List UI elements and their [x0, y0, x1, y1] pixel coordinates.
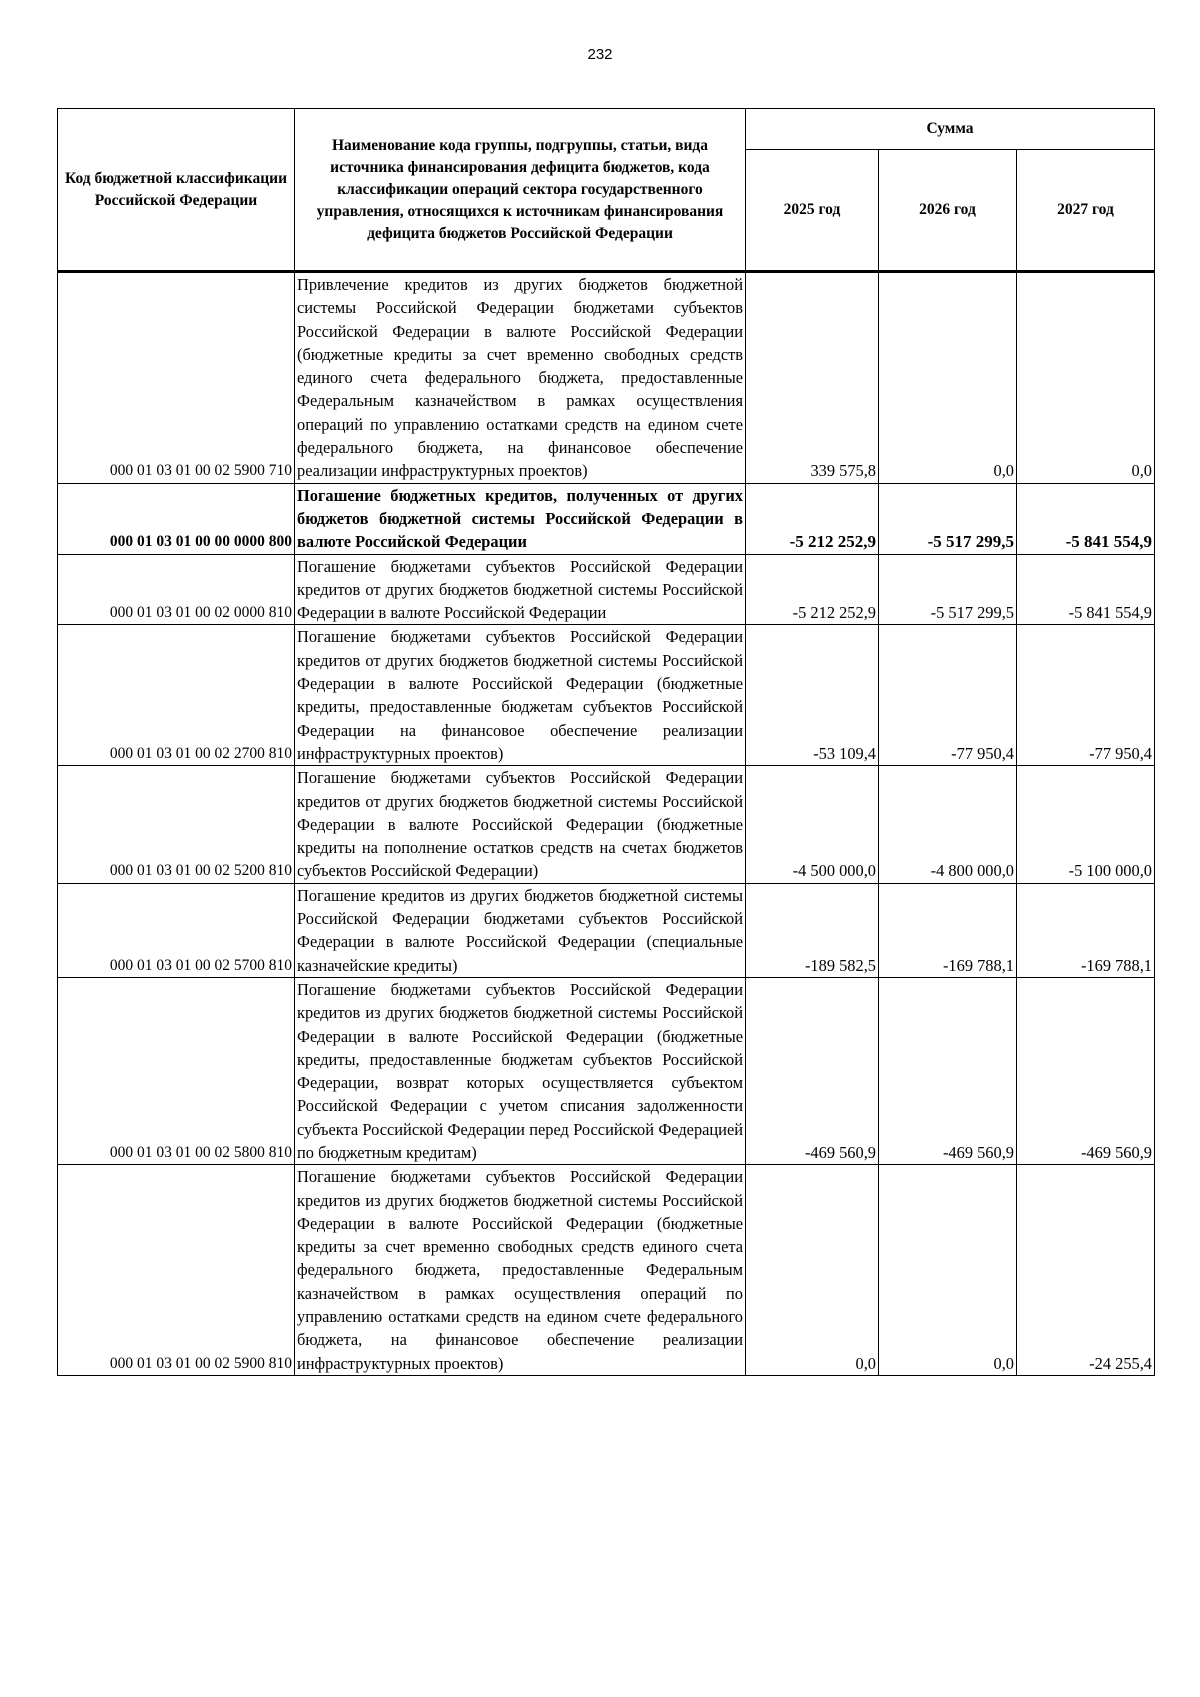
row-value-2027: -24 255,4 [1017, 1165, 1155, 1376]
page-number: 232 [587, 46, 613, 63]
row-value-2025: 339 575,8 [746, 272, 879, 484]
table-row [58, 766, 1155, 883]
row-code: 000 01 03 01 00 00 0000 800 [58, 483, 295, 554]
row-value-2026: -169 788,1 [879, 883, 1017, 977]
row-value-2026: -77 950,4 [879, 625, 1017, 766]
row-name: Погашение бюджетами субъектов Российской Федерации кредитов из других бюджетов бюджетной системы Российской Федерации в валюте Российской Федерации (бюджетные кредиты, предоставленные бюджетам субъектов Российской Федерации, возврат которых осуществляется субъектом Российской Федерации с учетом списания задолженности субъекта Российской Федерации перед Российской Федерацией по бюджетным кредитам) [295, 977, 746, 1164]
row-name: Погашение бюджетами субъектов Российской Федерации кредитов из других бюджетов бюджетной системы Российской Федерации в валюте Российской Федерации (бюджетные кредиты за счет временно свободных средств единого счета федерального бюджета, предоставленные Федеральным казначейством в рамках осуществления операций по управлению остатками средств на едином счете федерального бюджета, на финансовое обеспечение реализации инфраструктурных проектов) [295, 1165, 746, 1376]
table-row [58, 883, 1155, 977]
row-value-2027: -77 950,4 [1017, 625, 1155, 766]
row-value-2026: 0,0 [879, 272, 1017, 484]
header-sum-column: Сумма [746, 109, 1155, 150]
row-value-2025: -469 560,9 [746, 977, 879, 1164]
row-name: Погашение бюджетных кредитов, полученных от других бюджетов бюджетной системы Российской Федерации в валюте Российской Федерации [295, 483, 746, 554]
row-name: Погашение бюджетами субъектов Российской Федерации кредитов от других бюджетов бюджетной системы Российской Федерации в валюте Российской Федерации [295, 554, 746, 625]
header-name-column: Наименование кода группы, подгруппы, статьи, вида источника финансирования дефицита бюджетов, кода классификации операций сектора государственного управления, относящихся к источникам финансирования дефицита бюджетов Российской Федерации [295, 109, 746, 272]
row-name: Погашение кредитов из других бюджетов бюджетной системы Российской Федерации бюджетами субъектов Российской Федерации в валюте Российской Федерации (специальные казначейские кредиты) [295, 883, 746, 977]
row-value-2027: -5 100 000,0 [1017, 766, 1155, 883]
row-code: 000 01 03 01 00 02 5700 810 [58, 883, 295, 977]
row-code: 000 01 03 01 00 02 2700 810 [58, 625, 295, 766]
table-row [58, 625, 1155, 766]
row-value-2027: -5 841 554,9 [1017, 554, 1155, 625]
table-header [58, 109, 1155, 272]
table-row [58, 977, 1155, 1164]
row-code: 000 01 03 01 00 02 5900 710 [58, 272, 295, 484]
row-value-2027: -5 841 554,9 [1017, 483, 1155, 554]
header-year-2025: 2025 год [746, 150, 879, 272]
table-row [58, 554, 1155, 625]
row-value-2027: 0,0 [1017, 272, 1155, 484]
table-row [58, 272, 1155, 484]
row-value-2025: -189 582,5 [746, 883, 879, 977]
row-code: 000 01 03 01 00 02 5800 810 [58, 977, 295, 1164]
row-code: 000 01 03 01 00 02 0000 810 [58, 554, 295, 625]
row-code: 000 01 03 01 00 02 5200 810 [58, 766, 295, 883]
row-value-2026: 0,0 [879, 1165, 1017, 1376]
budget-sources-table [57, 108, 1155, 1376]
row-value-2025: 0,0 [746, 1165, 879, 1376]
row-value-2026: -5 517 299,5 [879, 483, 1017, 554]
row-name: Погашение бюджетами субъектов Российской Федерации кредитов от других бюджетов бюджетной системы Российской Федерации в валюте Российской Федерации (бюджетные кредиты на пополнение остатков средств на счетах бюджетов субъектов Российской Федерации) [295, 766, 746, 883]
row-value-2026: -4 800 000,0 [879, 766, 1017, 883]
row-value-2026: -469 560,9 [879, 977, 1017, 1164]
row-name: Привлечение кредитов из других бюджетов бюджетной системы Российской Федерации бюджетами субъектов Российской Федерации в валюте Российской Федерации (бюджетные кредиты за счет временно свободных средств единого счета федерального бюджета, предоставленные Федеральным казначейством в рамках осуществления операций по управлению остатками средств на едином счете федерального бюджета, на финансовое обеспечение реализации инфраструктурных проектов) [295, 272, 746, 484]
row-name: Погашение бюджетами субъектов Российской Федерации кредитов от других бюджетов бюджетной системы Российской Федерации в валюте Российской Федерации (бюджетные кредиты, предоставленные бюджетам субъектов Российской Федерации на финансовое обеспечение реализации инфраструктурных проектов) [295, 625, 746, 766]
row-code: 000 01 03 01 00 02 5900 810 [58, 1165, 295, 1376]
row-value-2027: -169 788,1 [1017, 883, 1155, 977]
row-value-2026: -5 517 299,5 [879, 554, 1017, 625]
header-year-2026: 2026 год [879, 150, 1017, 272]
row-value-2025: -4 500 000,0 [746, 766, 879, 883]
table-row [58, 1165, 1155, 1376]
row-value-2025: -5 212 252,9 [746, 483, 879, 554]
header-year-2027: 2027 год [1017, 150, 1155, 272]
header-code-column: Код бюджетной классификации Российской Федерации [58, 109, 295, 272]
table-row-total [58, 483, 1155, 554]
row-value-2025: -5 212 252,9 [746, 554, 879, 625]
table-body [58, 272, 1155, 1376]
row-value-2027: -469 560,9 [1017, 977, 1155, 1164]
row-value-2025: -53 109,4 [746, 625, 879, 766]
